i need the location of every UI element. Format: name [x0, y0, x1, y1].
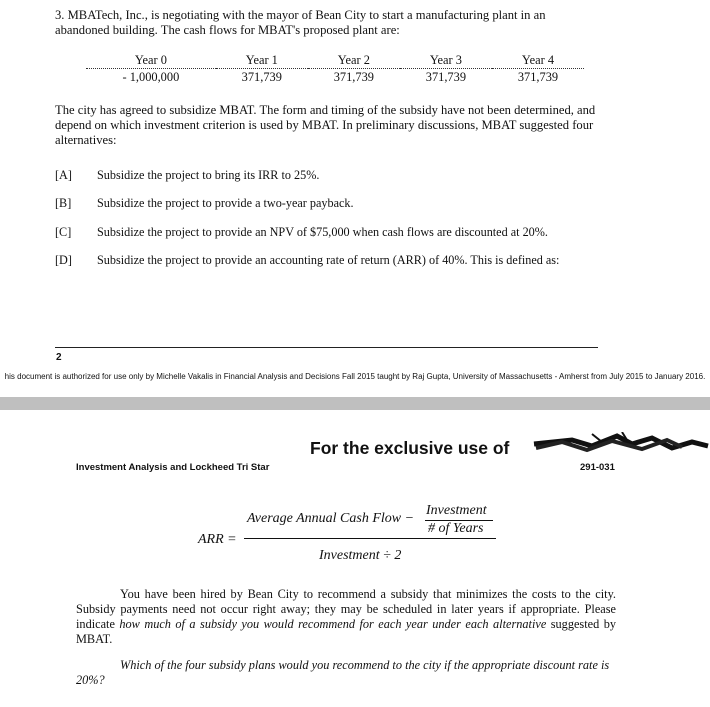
formula-denominator: Investment ÷ 2 — [319, 548, 402, 563]
formula-inner-numerator: Investment — [426, 503, 487, 518]
exclusive-use-heading: For the exclusive use of — [310, 438, 510, 458]
year-0-header: Year 0 — [86, 52, 216, 69]
alternative-text: Subsidize the project to provide an NPV of $75,000 when cash flows are discounted at 20%. — [97, 225, 548, 239]
subsidy-paragraph: The city has agreed to subsidize MBAT. The form and timing of the subsidy have not been determined, and depend on which investment criterion is used by MBAT. In preliminary discussions, MBAT suggested four alternatives: — [55, 103, 596, 147]
cash-flow-value-row — [86, 69, 584, 86]
formula-numerator: Average Annual Cash Flow − — [247, 511, 415, 526]
year-1-header: Year 1 — [216, 52, 308, 69]
year-0-value: - 1,000,000 — [122, 69, 180, 84]
year-1-value: 371,739 — [241, 69, 282, 84]
alternative-label: [C] — [55, 225, 72, 239]
assignment-paragraph — [76, 587, 616, 647]
year-3-header: Year 3 — [400, 52, 492, 69]
year-2-value: 371,739 — [333, 69, 374, 84]
formula-lhs: ARR = — [198, 532, 237, 547]
running-head-title: Investment Analysis and Lockheed Tri Star — [76, 462, 270, 473]
year-3-value: 371,739 — [425, 69, 467, 84]
assignment-emphasis: how much of a subsidy you would recommend for each year under each alternative — [119, 617, 547, 631]
arr-formula — [0, 410, 710, 570]
question-intro: 3. MBATech, Inc., is negotiating with the mayor of Bean City to start a manufacturing plant in an abandoned building. The cash flows for MBAT's proposed plant are: — [55, 8, 546, 37]
running-head-number: 291-031 — [580, 462, 615, 473]
alternative-text: Subsidize the project to bring its IRR to 25%. — [97, 168, 320, 182]
page-3-top — [0, 410, 710, 707]
authorization-footer: his document is authorized for use only by Michelle Vakalis in Financial Analysis and Decisions Fall 2015 taught by Raj Gupta, University of Massachusetts - Amherst from July 2015 to January 2016. — [4, 372, 706, 381]
alternative-text: Subsidize the project to provide an accounting rate of return (ARR) of 40%. This is defined as: — [97, 253, 560, 267]
assignment-text: You have been hired by Bean City to recommend a subsidy that minimizes the costs to the city. Subsidy payments need not occur right away; they may be scheduled in later years if appropriate. Please indicate — [76, 587, 616, 631]
page-number: 2 — [56, 352, 62, 363]
assignment-text-end: suggested by MBAT. — [76, 617, 616, 646]
main-fraction-bar — [244, 538, 496, 539]
alternative-label: [A] — [55, 168, 72, 182]
alternative-label: [B] — [55, 196, 72, 210]
cash-flow-table — [86, 52, 584, 85]
cash-flow-header-row — [86, 52, 584, 69]
alternative-label: [D] — [55, 253, 72, 267]
year-4-header: Year 4 — [492, 52, 584, 69]
footer-rule — [55, 347, 598, 348]
year-2-header: Year 2 — [308, 52, 400, 69]
formula-inner-denominator: # of Years — [428, 521, 484, 536]
question-paragraph: Which of the four subsidy plans would you recommend to the city if the appropriate discount rate is 20%? — [76, 658, 610, 687]
year-4-value: 371,739 — [517, 69, 559, 84]
page-gap — [0, 397, 710, 410]
alternative-text: Subsidize the project to provide a two-year payback. — [97, 196, 354, 210]
